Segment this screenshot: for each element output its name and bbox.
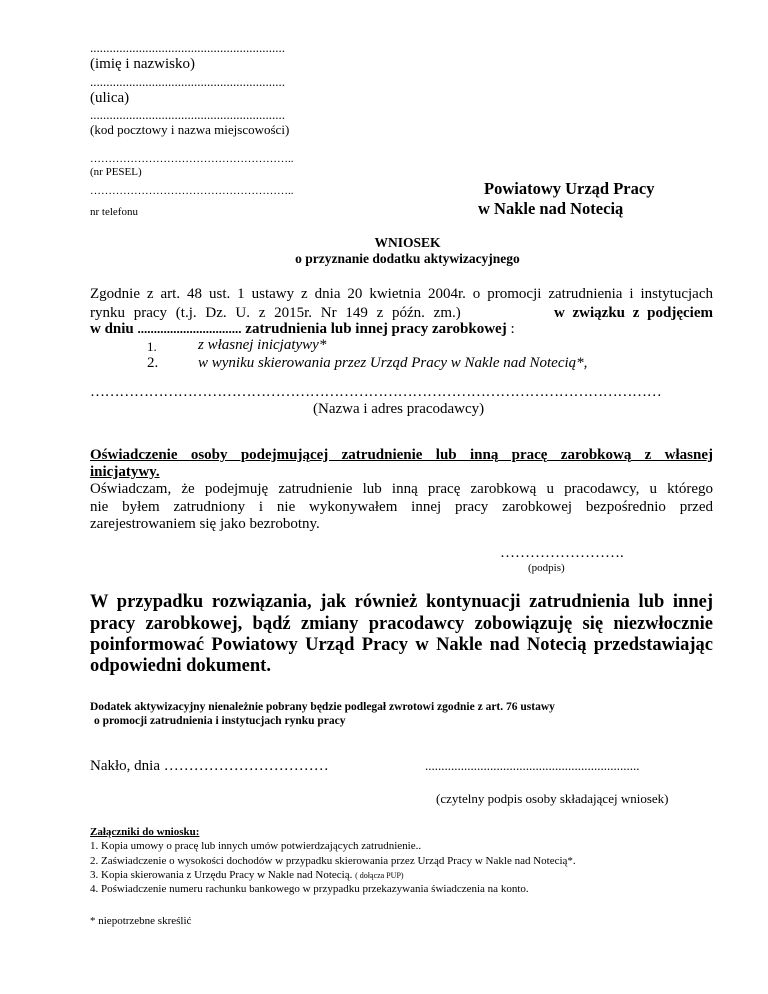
- employer-dots: ………………………………………………………………………………………………………: [90, 384, 662, 400]
- declaration-text-line1: Oświadczam, że podejmuję zatrudnienie lub inną pracę zarobkową u pracodawcy, u którego: [90, 481, 713, 497]
- postal-label: (kod pocztowy i nazwa miejscowości): [90, 122, 290, 137]
- declaration-heading-line2: inicjatywy.: [90, 464, 160, 480]
- document-subtitle: o przyznanie dodatku aktywizacyjnego: [295, 251, 520, 266]
- phone-label: nr telefonu: [90, 206, 138, 218]
- document-title: WNIOSEK: [374, 235, 441, 250]
- date-dots: ................................: [137, 321, 242, 336]
- option-2-text: w wyniku skierowania przez Urząd Pracy w Nakle nad Notecią*,: [198, 355, 588, 371]
- refund-line2: o promocji zatrudnienia i instytucjach rynku pracy: [94, 715, 346, 727]
- declaration-sign-label: (podpis): [528, 562, 565, 574]
- employment-phrase: zatrudnienia lub innej pracy zarobkowej: [245, 321, 507, 337]
- attachment-item-3-text: 3. Kopia skierowania z Urzędu Pracy w Nakle nad Notecią.: [90, 869, 353, 881]
- notice-line3: poinformować Powiatowy Urząd Pracy w Nakle nad Notecią przedstawiając: [90, 635, 713, 655]
- attachment-item-4: 4. Poświadczenie numeru rachunku bankowego w przypadku przekazywania świadczenia na konto.: [90, 883, 529, 895]
- notice-line1: W przypadku rozwiązania, jak również kontynuacji zatrudnienia lub innej: [90, 592, 713, 612]
- street-dots: ............................................................: [90, 74, 285, 89]
- paragraph-line2-normal: rynku pracy (t.j. Dz. U. z 2015r. Nr 149 z późn. zm.): [90, 305, 461, 321]
- attachment-item-3: [90, 869, 404, 881]
- paragraph-line2-bold: w związku z podjęciem: [553, 305, 713, 321]
- notice-line2: pracy zarobkowej, bądź zmiany pracodawcy zobowiązuję się niezwłocznie: [90, 614, 713, 634]
- declaration-heading-line1: Oświadczenie osoby podejmującej zatrudnienie lub inną pracę zarobkową z własnej: [90, 447, 713, 463]
- declaration-sign-dots: …………………….: [500, 545, 624, 561]
- recipient-line2: w Nakle nad Notecią: [478, 199, 624, 218]
- pesel-label: (nr PESEL): [90, 166, 142, 178]
- colon: :: [510, 321, 515, 337]
- declaration-text-line3: zarejestrowaniem się jako bezrobotny.: [90, 516, 320, 532]
- notice-line4: odpowiedni dokument.: [90, 656, 271, 676]
- paragraph-line1: Zgodnie z art. 48 ust. 1 ustawy z dnia 20 kwietnia 2004r. o promocji zatrudnienia i instytucjach: [90, 286, 713, 302]
- paragraph-line3: [90, 321, 515, 338]
- declaration-text-line2: nie byłem zatrudniony i nie wykonywałem innej pracy zarobkowej bezpośrednio przed: [90, 499, 713, 515]
- recipient-line1: Powiatowy Urząd Pracy: [484, 179, 655, 198]
- name-dots: ............................................................: [90, 40, 285, 55]
- footnote: * niepotrzebne skreślić: [90, 915, 192, 927]
- option-2-number: 2.: [147, 355, 159, 371]
- pesel-dots: ………………………………………………..: [90, 153, 294, 165]
- signature-label: (czytelny podpis osoby składającej wniosek): [436, 791, 669, 806]
- option-1-text: z własnej inicjatywy*: [198, 337, 327, 353]
- street-label: (ulica): [90, 90, 130, 106]
- postal-dots: ............................................................: [90, 107, 285, 122]
- attachment-item-2: 2. Zaświadczenie o wysokości dochodów w przypadku skierowania przez Urząd Pracy w Nakle nad Notecią*.: [90, 855, 576, 867]
- phone-dots: ………………………………………………..: [90, 185, 294, 197]
- employer-label: (Nazwa i adres pracodawcy): [313, 401, 485, 417]
- place-date: Nakło, dnia ……………………………: [90, 758, 329, 774]
- paragraph-line2: [90, 305, 713, 322]
- attachment-item-3-note: ( dołącza PUP): [355, 871, 404, 880]
- date-prefix: w dniu: [90, 321, 134, 337]
- signature-dots: ..................................................................: [425, 758, 640, 773]
- attachment-item-1: 1. Kopia umowy o pracę lub innych umów potwierdzających zatrudnienie..: [90, 840, 422, 852]
- name-label: (imię i nazwisko): [90, 56, 195, 72]
- attachments-heading: Załączniki do wniosku:: [90, 826, 200, 838]
- option-1-number: 1.: [147, 339, 157, 354]
- refund-line1: Dodatek aktywizacyjny nienależnie pobrany będzie podlegał zwrotowi zgodnie z art. 76 ustawy: [90, 701, 555, 713]
